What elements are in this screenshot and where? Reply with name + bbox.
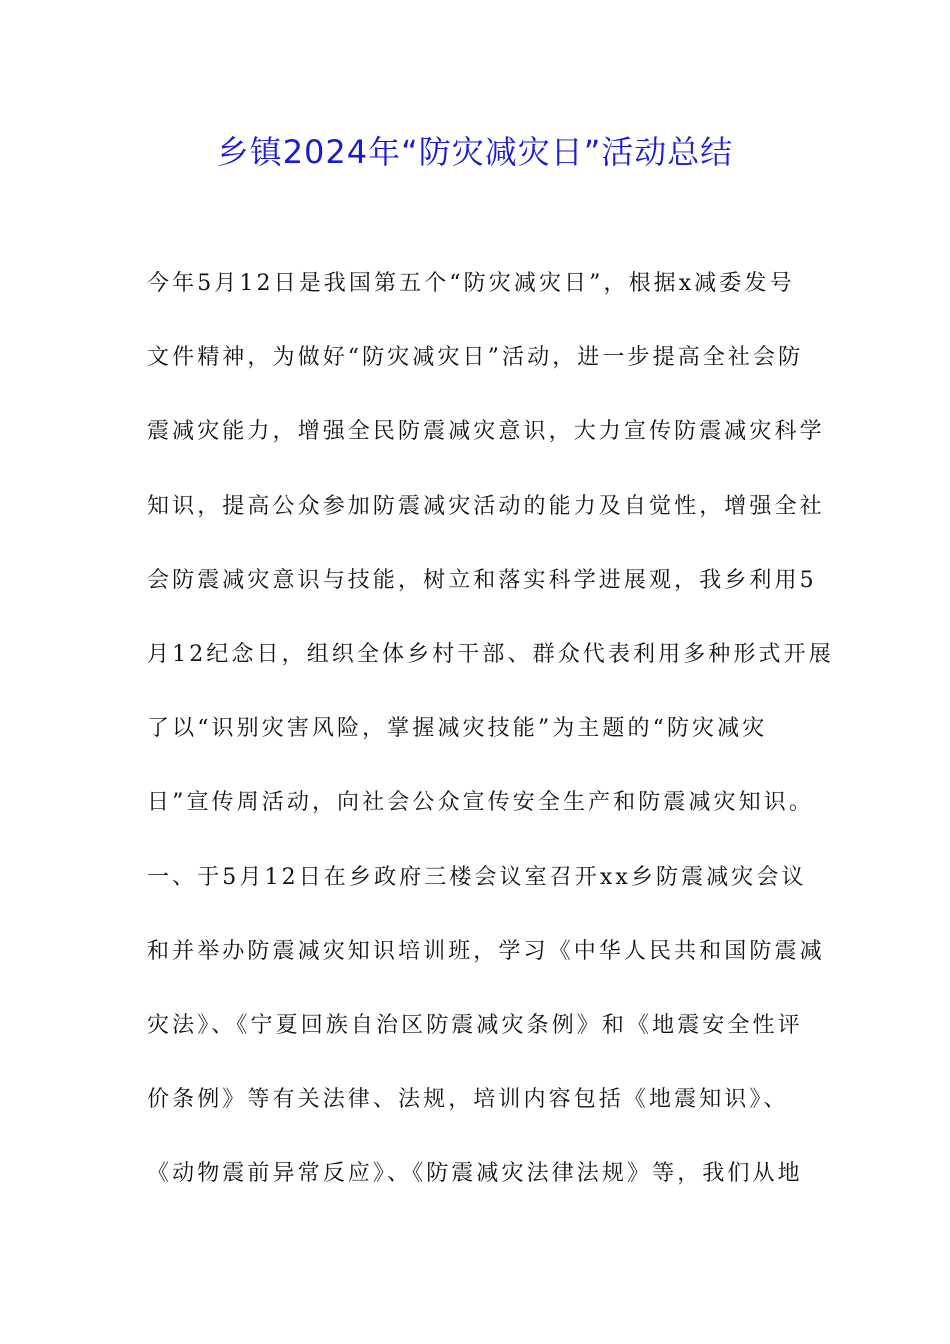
body-line: 会防震减灾意识与技能，树立和落实科学进展观，我乡利用5 — [147, 567, 817, 593]
body-line: 灾法》、《宁夏回族自治区防震减灾条例》和《地震安全性评 — [147, 1012, 803, 1038]
body-line: 月12纪念日，组织全体乡村干部、群众代表利用多种形式开展 — [147, 641, 834, 667]
document-title: 乡镇2024年“防灾减灾日”活动总结 — [216, 133, 734, 171]
body-line: 和并举办防震减灾知识培训班，学习《中华人民共和国防震减 — [147, 938, 825, 964]
body-line: 一、于5月12日在乡政府三楼会议室召开xx乡防震减灾会议 — [147, 864, 807, 890]
body-line: 震减灾能力，增强全民防震减灾意识，大力宣传防震减灾科学 — [147, 419, 825, 445]
body-line: 日”宣传周活动，向社会公众宣传安全生产和防震减灾知识。 — [147, 790, 814, 816]
body-line: 知识，提高公众参加防震减灾活动的能力及自觉性，增强全社 — [147, 493, 825, 519]
document-body — [147, 262, 834, 1226]
body-line: 文件精神，为做好“防灾减灾日”活动，进一步提高全社会防 — [147, 345, 804, 371]
body-line: 《动物震前异常反应》、《防震减灾法律法规》等，我们从地 — [147, 1161, 803, 1187]
body-line: 价条例》等有关法律、法规，培训内容包括《地震知识》、 — [147, 1087, 789, 1113]
body-line: 今年5月12日是我国第五个“防灾减灾日”，根据x减委发号 — [147, 271, 795, 296]
body-line: 了以“识别灾害风险，掌握减灾技能”为主题的“防灾减灾 — [147, 716, 768, 742]
